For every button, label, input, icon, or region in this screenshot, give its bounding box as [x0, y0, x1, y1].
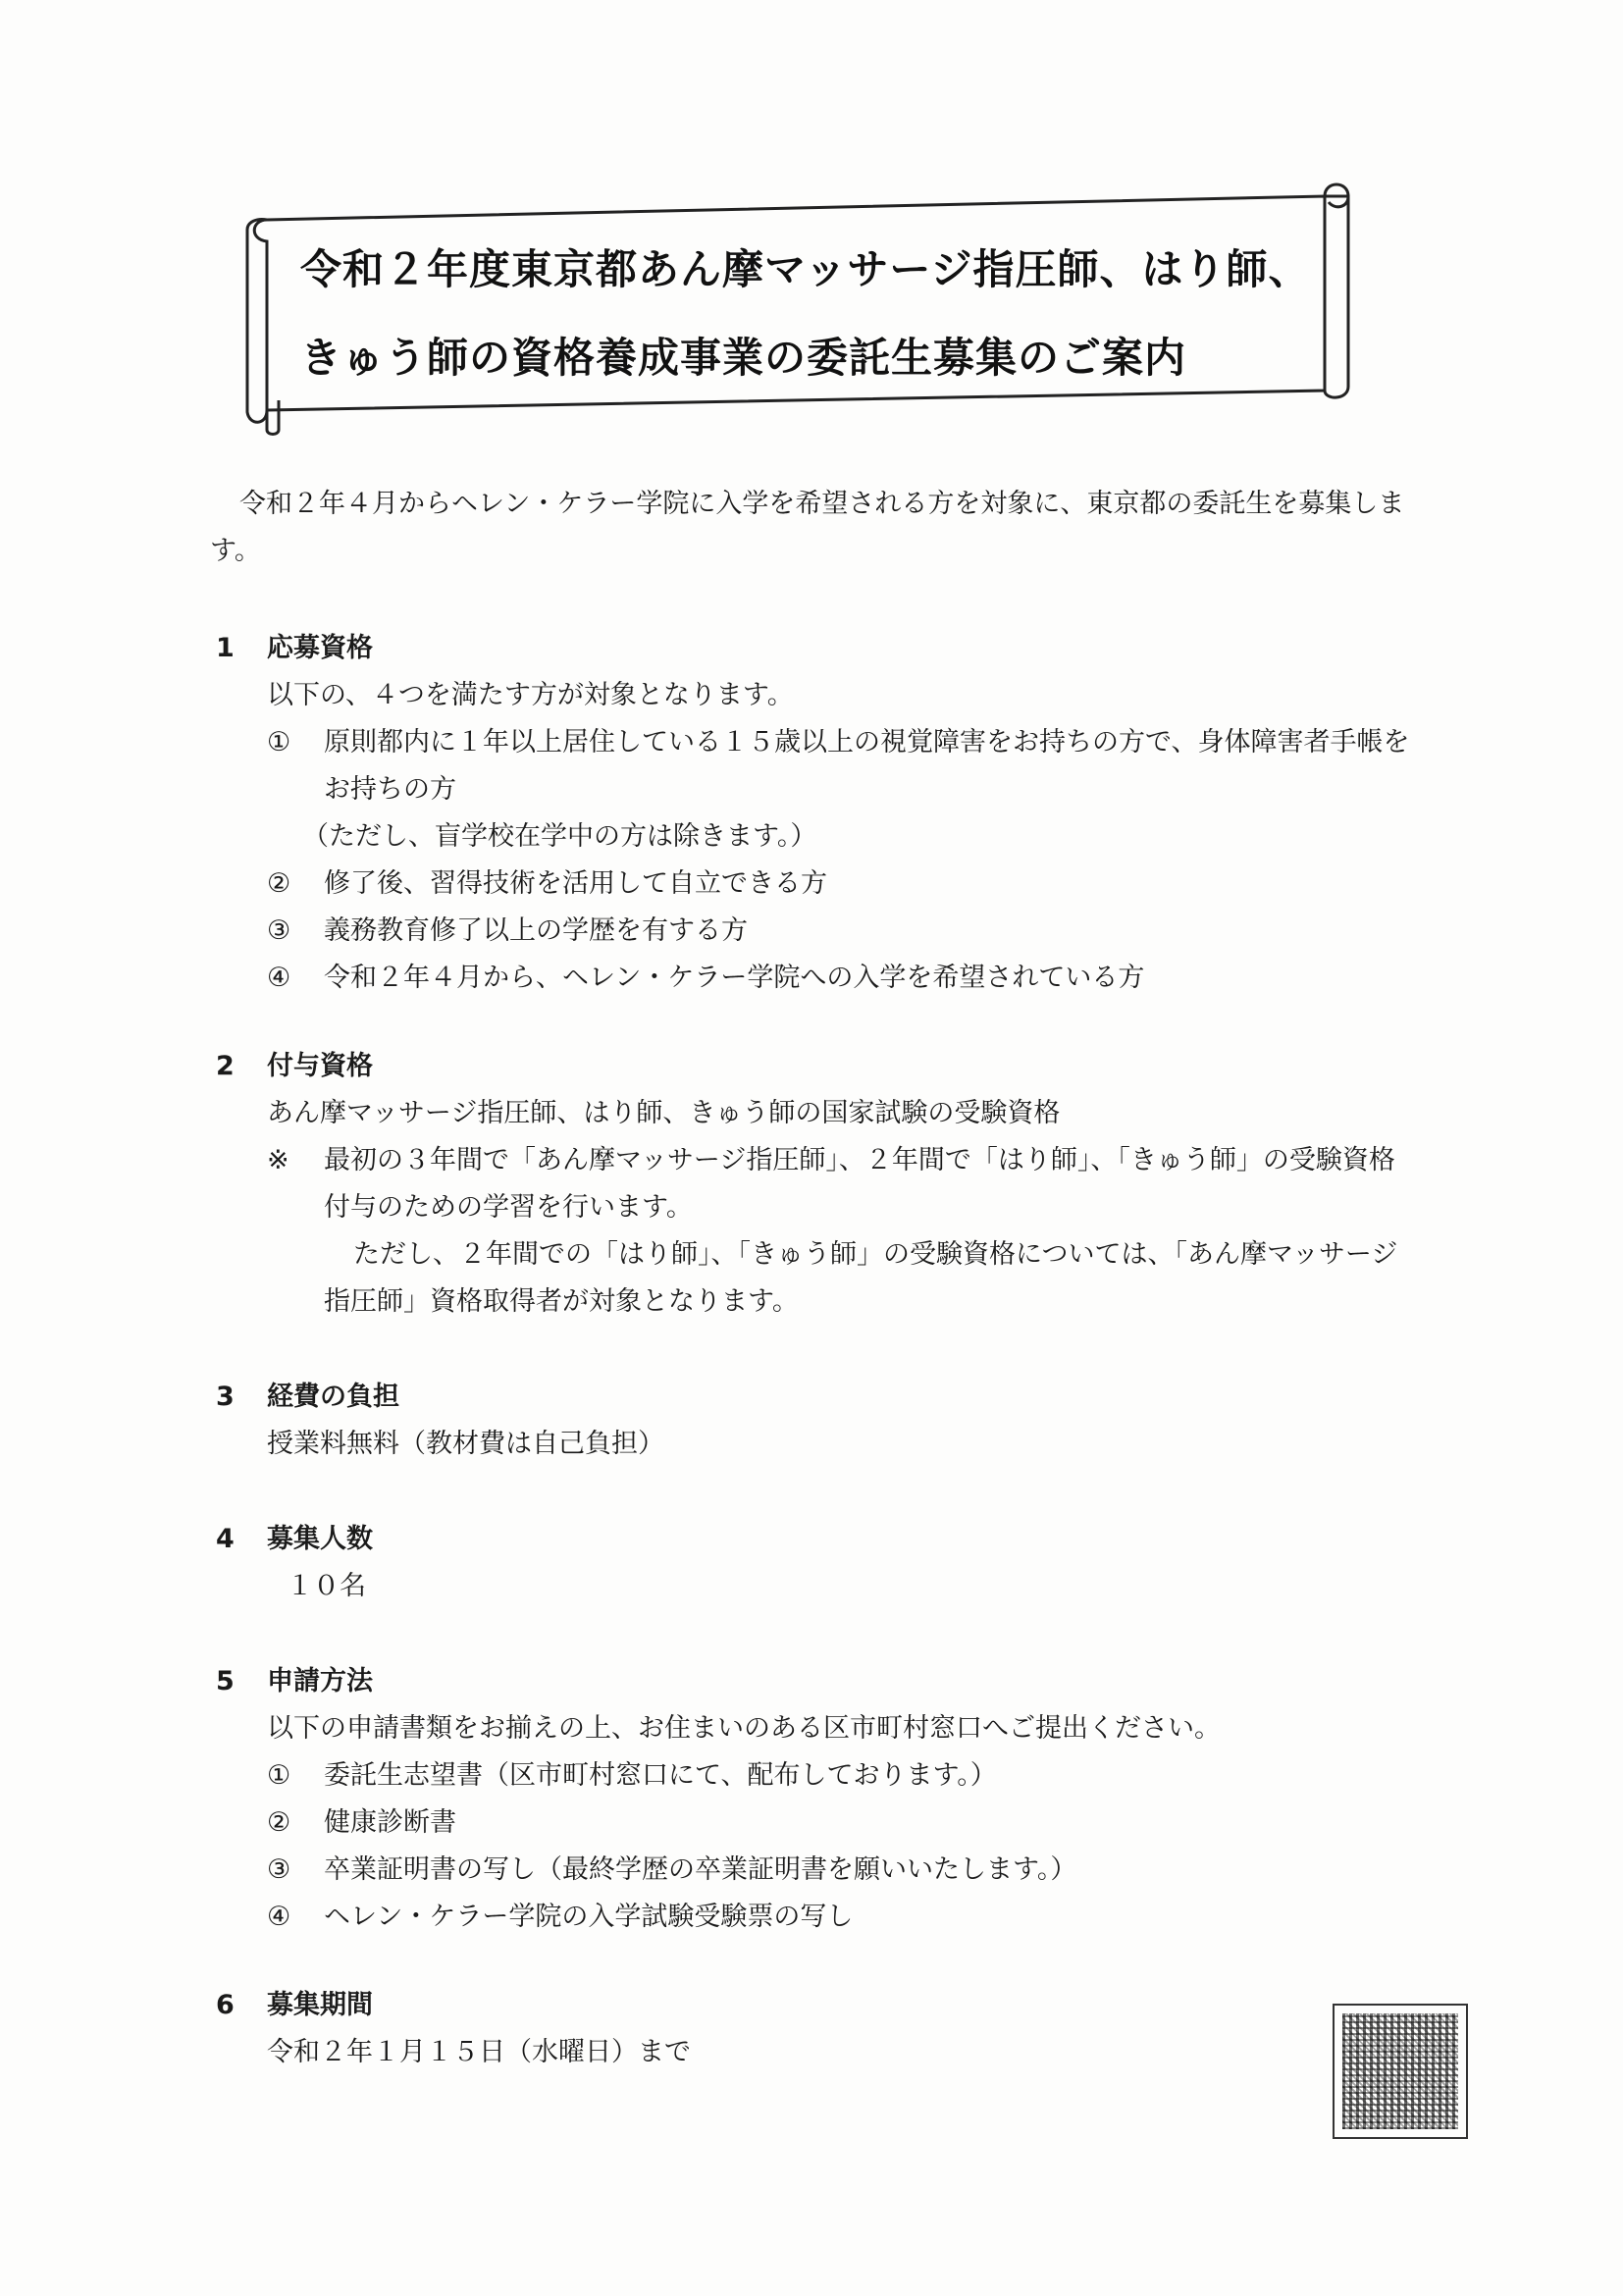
section-number: 3 — [216, 1382, 235, 1412]
item-marker: ① — [267, 727, 291, 757]
item-marker: ③ — [267, 915, 291, 946]
section-application — [216, 1658, 1413, 1941]
section-heading — [216, 1374, 1413, 1421]
list-item — [216, 908, 1413, 955]
section-title: 付与資格 — [267, 1051, 373, 1081]
section-expenses — [216, 1374, 1413, 1468]
section-title: 経費の負担 — [267, 1382, 399, 1412]
item-marker: ① — [267, 1760, 291, 1791]
item-text: 委託生志望書（区市町村窓口にて、配布しております。） — [324, 1760, 997, 1791]
list-item — [216, 719, 1413, 813]
section-heading — [216, 1043, 1413, 1090]
title-line-1: 令和２年度東京都あん摩マッサージ指圧師、はり師、 — [300, 245, 1311, 293]
list-item — [216, 1800, 1413, 1847]
note-text: 最初の３年間で「あん摩マッサージ指圧師」、２年間で「はり師」、「きゅう師」の受験資格付与のための学習を行います。 — [324, 1145, 1395, 1223]
section-lead: １０名 — [287, 1571, 366, 1601]
item-text: 卒業証明書の写し（最終学歴の卒業証明書を願いいたします。） — [324, 1854, 1077, 1885]
item-marker: ④ — [267, 963, 291, 993]
list-item — [216, 1752, 1413, 1800]
item-marker: ② — [267, 1807, 291, 1838]
note-item — [216, 1231, 1413, 1326]
section-heading — [216, 1658, 1413, 1705]
section-number: 5 — [216, 1666, 235, 1696]
section-heading — [216, 1516, 1413, 1563]
item-text: 修了後、習得技術を活用して自立できる方 — [324, 868, 827, 899]
item-text: 令和２年４月から、ヘレン・ケラー学院への入学を希望されている方 — [324, 963, 1145, 993]
note-text: ただし、２年間での「はり師」、「きゅう師」の受験資格については、「あん摩マッサージ指圧師」資格取得者が対象となります。 — [324, 1239, 1398, 1317]
section-period — [216, 1982, 1413, 2076]
title-banner — [245, 179, 1364, 436]
item-marker: ④ — [267, 1902, 291, 1932]
section-lead: 授業料無料（教材費は自己負担） — [267, 1429, 664, 1459]
section-number: 4 — [216, 1524, 235, 1554]
item-text: 義務教育修了以上の学歴を有する方 — [324, 915, 748, 946]
section-capacity — [216, 1516, 1413, 1610]
section-heading — [216, 625, 1413, 672]
item-note: （ただし、盲学校在学中の方は除きます。） — [302, 821, 817, 852]
section-qualification — [216, 1043, 1413, 1326]
note-item — [216, 1137, 1413, 1231]
voice-code-icon — [1333, 2004, 1468, 2139]
title-line-2: きゅう師の資格養成事業の委託生募集のご案内 — [300, 334, 1187, 382]
section-title: 申請方法 — [267, 1666, 373, 1696]
section-lead: あん摩マッサージ指圧師、はり師、きゅう師の国家試験の受験資格 — [267, 1098, 1061, 1128]
section-number: 2 — [216, 1051, 235, 1081]
section-lead: 以下の、４つを満たす方が対象となります。 — [267, 680, 794, 710]
list-item — [216, 955, 1413, 1002]
list-item — [216, 1894, 1413, 1941]
section-number: 6 — [216, 1990, 235, 2020]
list-item — [216, 861, 1413, 908]
section-title: 応募資格 — [267, 633, 373, 663]
intro-paragraph: 令和２年４月からヘレン・ケラー学院に入学を希望される方を対象に、東京都の委託生を募集します。 — [210, 489, 1405, 566]
item-text: 原則都内に１年以上居住している１５歳以上の視覚障害をお持ちの方で、身体障害者手帳をお持ちの方 — [324, 727, 1410, 805]
section-title: 募集人数 — [267, 1524, 373, 1554]
item-text: 健康診断書 — [324, 1807, 456, 1838]
item-marker: ② — [267, 868, 291, 899]
section-eligibility — [216, 625, 1413, 1002]
item-marker: ③ — [267, 1854, 291, 1885]
section-lead: 以下の申請書類をお揃えの上、お住まいのある区市町村窓口へご提出ください。 — [267, 1713, 1221, 1744]
list-item — [216, 1847, 1413, 1894]
section-number: 1 — [216, 633, 235, 663]
scroll-banner-graphic — [245, 179, 1364, 436]
section-title: 募集期間 — [267, 1990, 373, 2020]
item-text: ヘレン・ケラー学院の入学試験受験票の写し — [324, 1902, 854, 1932]
section-heading — [216, 1982, 1413, 2029]
section-lead: 令和２年１月１５日（水曜日）まで — [267, 2037, 691, 2067]
note-marker: ※ — [267, 1145, 289, 1175]
